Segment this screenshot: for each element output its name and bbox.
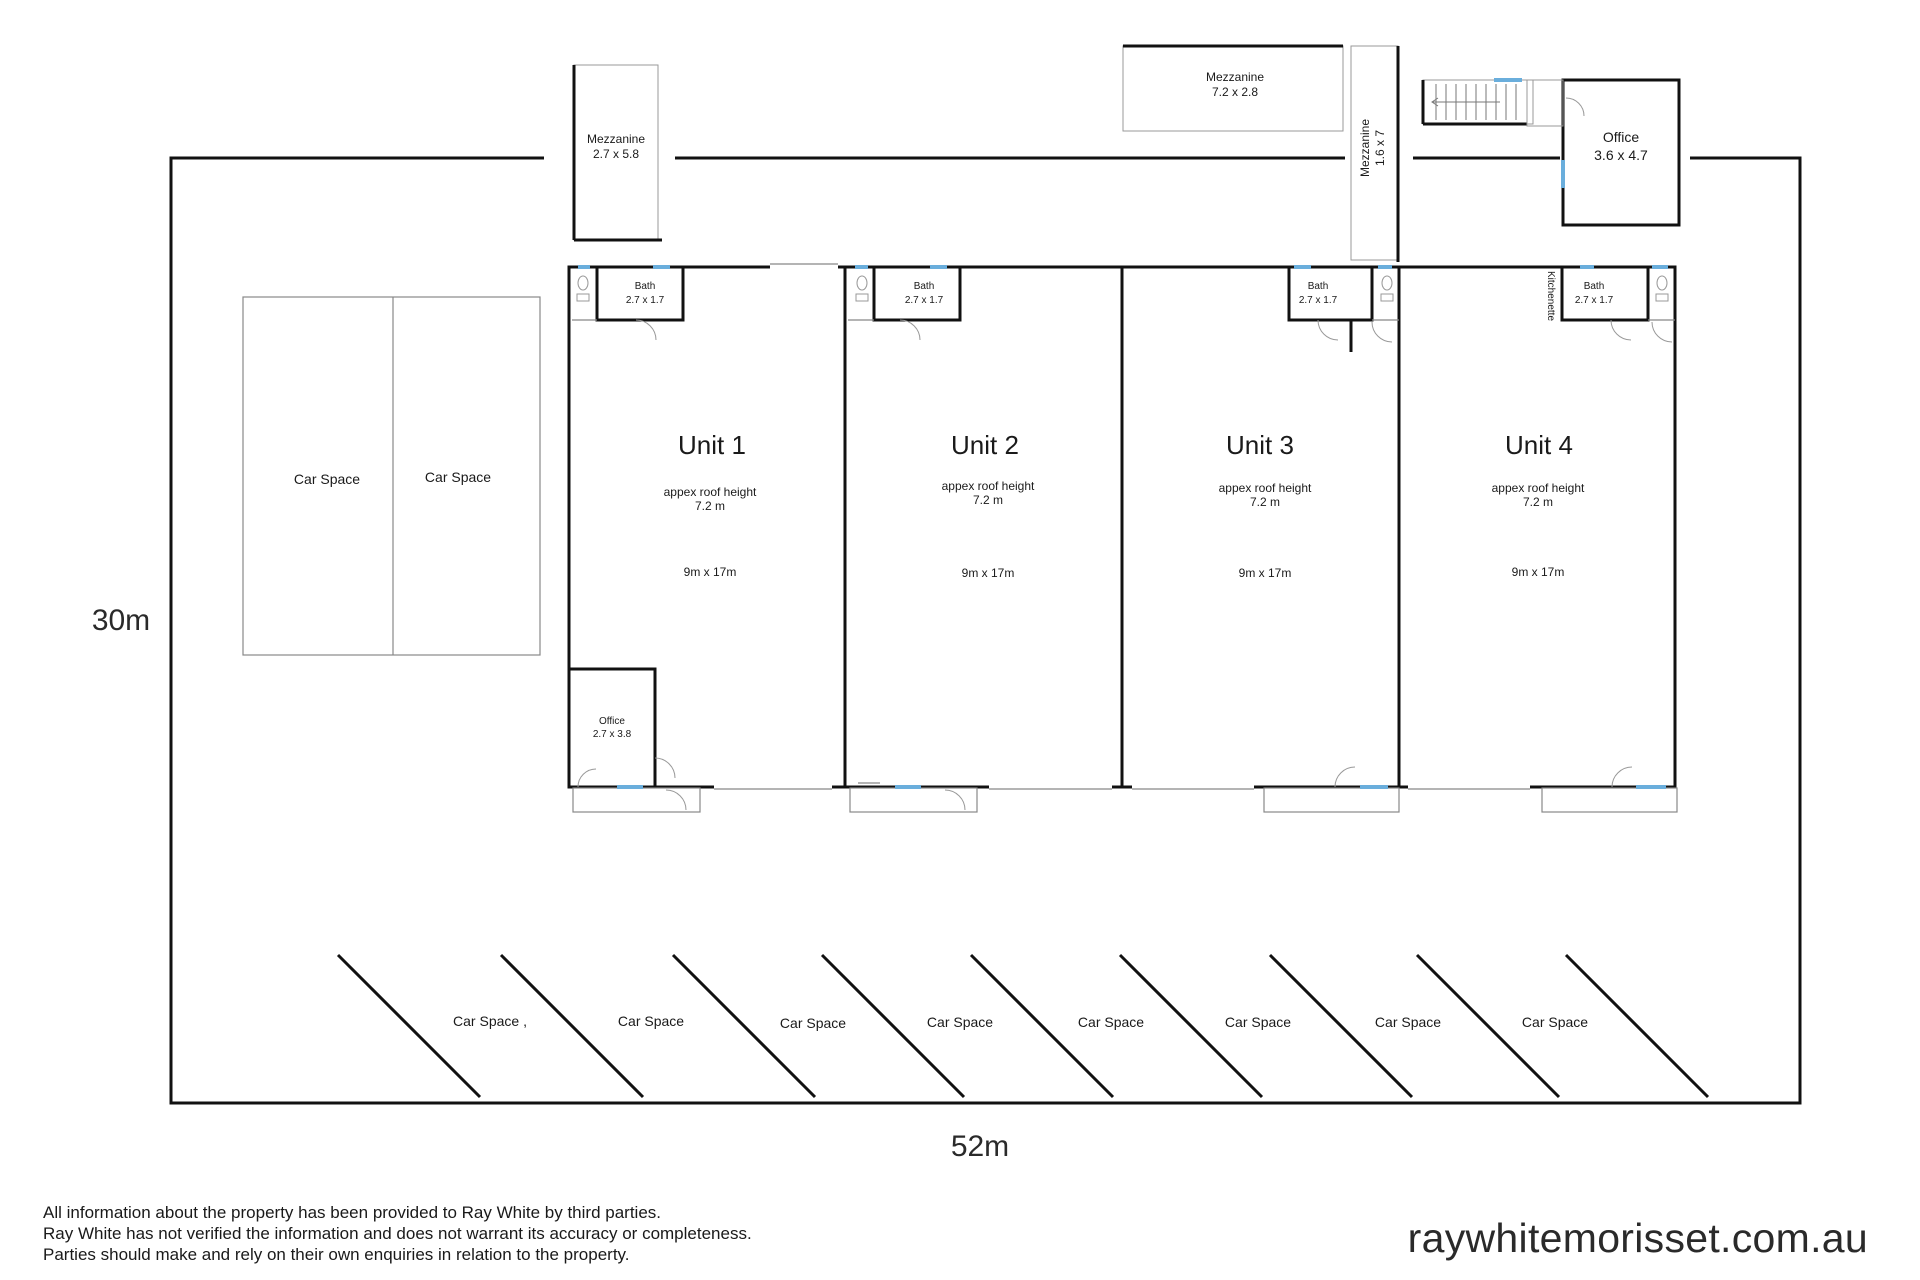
unit-2-height: 7.2 m xyxy=(972,493,1004,507)
unit-3-height-label: appex roof height xyxy=(1218,481,1312,495)
unit-3-bath-title: Bath xyxy=(1307,281,1329,292)
unit-3-name: Unit 3 xyxy=(1226,430,1294,460)
unit-1-height: 7.2 m xyxy=(694,499,726,513)
unit-2-bath-size: 2.7 x 1.7 xyxy=(904,295,944,306)
unit-4-bath-title: Bath xyxy=(1583,281,1605,292)
car-space-bottom-3: Car Space xyxy=(779,1015,847,1031)
unit-2-name: Unit 2 xyxy=(951,430,1019,460)
office-top-title: Office xyxy=(1602,129,1640,145)
unit-1-office-size: 2.7 x 3.8 xyxy=(592,729,632,740)
unit-1-bath-title: Bath xyxy=(634,281,656,292)
unit-1-bath-size: 2.7 x 1.7 xyxy=(625,295,665,306)
stairs xyxy=(1423,80,1533,124)
unit-3-bath-size: 2.7 x 1.7 xyxy=(1298,295,1338,306)
car-space-bottom-6: Car Space xyxy=(1224,1014,1292,1030)
disclaimer-line-2: Ray White has not verified the information and does not warrant its accuracy or completeness. xyxy=(43,1224,752,1243)
mezzanine-left-title: Mezzanine xyxy=(586,132,646,146)
units-building xyxy=(569,264,1675,787)
unit-1-height-label: appex roof height xyxy=(663,485,757,499)
kitchenette-label: Kitchenette xyxy=(1545,270,1556,322)
parking-dividers xyxy=(338,955,1708,1097)
car-space-bottom-1: Car Space , xyxy=(453,1013,527,1029)
unit-3-height: 7.2 m xyxy=(1249,495,1281,509)
mezzanine-top-title: Mezzanine xyxy=(1205,70,1265,84)
unit-1-name: Unit 1 xyxy=(678,430,746,460)
office-top-size: 3.6 x 4.7 xyxy=(1594,147,1648,163)
unit-3-size: 9m x 17m xyxy=(1238,566,1292,580)
disclaimer-line-3: Parties should make and rely on their own enquiries in relation to the property. xyxy=(43,1245,630,1264)
mezzanine-top-size: 7.2 x 2.8 xyxy=(1211,85,1259,99)
car-space-bottom-7: Car Space xyxy=(1374,1014,1442,1030)
disclaimer-line-1: All information about the property has been provided to Ray White by third parties. xyxy=(43,1203,662,1222)
unit-2-height-label: appex roof height xyxy=(941,479,1035,493)
car-space-left-2: Car Space xyxy=(424,469,492,485)
mezzanine-narrow-title: Mezzanine xyxy=(1358,118,1372,178)
dimension-height: 30m xyxy=(91,604,151,637)
mezzanine-left-size: 2.7 x 5.8 xyxy=(592,147,640,161)
unit-4-height-label: appex roof height xyxy=(1491,481,1585,495)
car-space-bottom-4: Car Space xyxy=(926,1014,994,1030)
unit-2-bath-title: Bath xyxy=(913,281,935,292)
office-top xyxy=(1527,80,1679,225)
mezzanine-top xyxy=(1123,46,1343,131)
mezzanine-left xyxy=(574,65,662,240)
unit-2-size: 9m x 17m xyxy=(961,566,1015,580)
car-space-bottom-5: Car Space xyxy=(1077,1014,1145,1030)
parking-labels xyxy=(453,1013,1588,1031)
mezzanine-narrow xyxy=(1351,46,1398,262)
car-space-bottom-2: Car Space xyxy=(617,1013,685,1029)
website-url: raywhitemorisset.com.au xyxy=(1407,1215,1868,1261)
unit-4-name: Unit 4 xyxy=(1505,430,1573,460)
unit-4-bath-size: 2.7 x 1.7 xyxy=(1574,295,1614,306)
unit-4-size: 9m x 17m xyxy=(1511,565,1565,579)
dimension-width: 52m xyxy=(950,1130,1010,1163)
car-space-bottom-8: Car Space xyxy=(1521,1014,1589,1030)
unit-1-size: 9m x 17m xyxy=(683,565,737,579)
disclaimer xyxy=(43,1202,752,1265)
unit-1-office-title: Office xyxy=(599,716,625,727)
mezzanine-narrow-size: 1.6 x 7 xyxy=(1373,129,1387,167)
car-space-block-left xyxy=(243,297,540,655)
unit-4-height: 7.2 m xyxy=(1522,495,1554,509)
car-space-left-1: Car Space xyxy=(293,471,361,487)
